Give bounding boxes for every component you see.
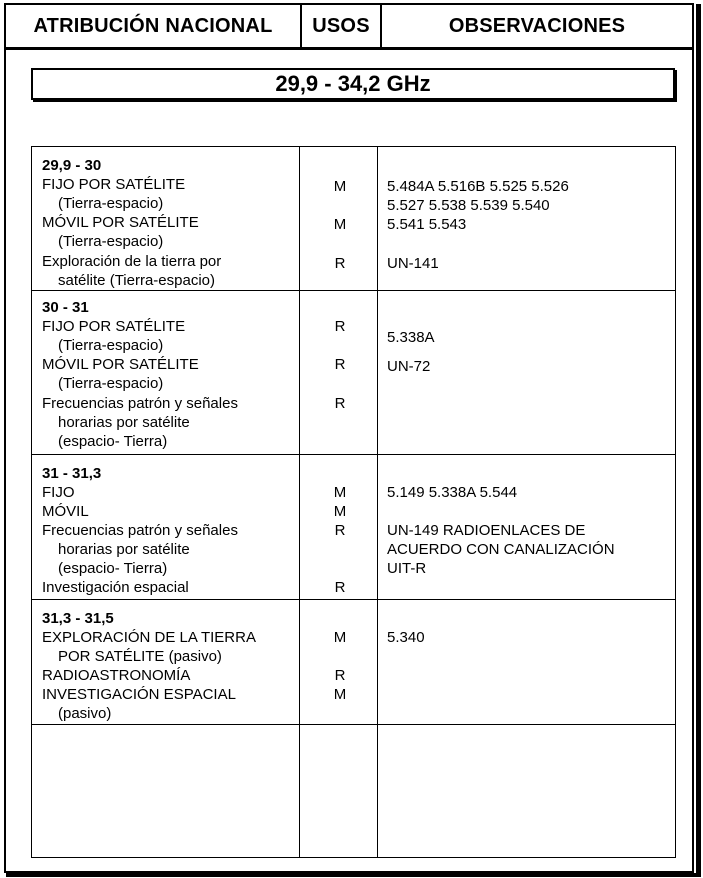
service-line: POR SATÉLITE (pasivo) (58, 648, 222, 665)
service-line: satélite (Tierra-espacio) (58, 272, 215, 289)
header-atribucion-nacional: ATRIBUCIÓN NACIONAL (6, 5, 302, 47)
service-line: (espacio- Tierra) (58, 433, 168, 450)
observation-line: UN-149 RADIOENLACES DE (387, 522, 586, 539)
service-line: (espacio- Tierra) (58, 560, 168, 577)
service-line: (Tierra-espacio) (58, 195, 164, 212)
service-line: horarias por satélite (58, 414, 190, 431)
empty-row (32, 724, 675, 857)
observation-line: UN-141 (387, 255, 439, 272)
observation-line: UN-72 (387, 358, 431, 375)
service-line: EXPLORACIÓN DE LA TIERRA (42, 629, 256, 646)
observation-line: 5.541 5.543 (387, 216, 467, 233)
observation-line: 5.340 (387, 629, 425, 646)
service-line: RADIOASTRONOMÍA (42, 667, 191, 684)
service-line: Investigación espacial (42, 579, 189, 596)
observation-line: 5.527 5.538 5.539 5.540 (387, 197, 550, 214)
use-code: R (334, 522, 346, 539)
service-line: MÓVIL POR SATÉLITE (42, 356, 199, 373)
band-title: 29,9 - 34,2 GHz (31, 68, 675, 100)
use-code: M (333, 484, 347, 501)
service-line: (pasivo) (58, 705, 112, 722)
table-header (6, 5, 692, 50)
use-code: M (333, 216, 347, 233)
row-range: 31,3 - 31,5 (42, 610, 114, 627)
use-code: R (334, 356, 346, 373)
table-row (32, 290, 675, 455)
use-code: R (334, 395, 346, 412)
use-code: R (334, 667, 346, 684)
service-line: (Tierra-espacio) (58, 375, 164, 392)
observation-line: ACUERDO CON CANALIZACIÓN (387, 541, 615, 558)
frame-shadow-right (696, 4, 701, 876)
allocation-table (31, 146, 676, 858)
frame-shadow-bottom (6, 873, 701, 877)
use-code: R (334, 255, 346, 272)
service-line: Frecuencias patrón y señales (42, 522, 238, 539)
service-line: FIJO POR SATÉLITE (42, 176, 186, 193)
service-line: FIJO POR SATÉLITE (42, 318, 186, 335)
table-row (32, 147, 675, 291)
use-code: M (333, 686, 347, 703)
observation-line: 5.149 5.338A 5.544 (387, 484, 518, 501)
header-observaciones: OBSERVACIONES (448, 14, 626, 37)
service-line: horarias por satélite (58, 541, 190, 558)
observation-line: UIT-R (387, 560, 427, 577)
table-row (32, 454, 675, 600)
observation-line: 5.338A (387, 329, 435, 346)
service-line: MÓVIL (42, 503, 89, 520)
row-range: 30 - 31 (42, 299, 89, 316)
service-line: (Tierra-espacio) (58, 337, 164, 354)
use-code: M (333, 629, 347, 646)
service-line: (Tierra-espacio) (58, 233, 164, 250)
use-code: R (334, 579, 346, 596)
service-line: MÓVIL POR SATÉLITE (42, 214, 199, 231)
header-usos: USOS (302, 5, 382, 47)
use-code: M (333, 503, 347, 520)
observation-line: 5.484A 5.516B 5.525 5.526 (387, 178, 569, 195)
table-row (32, 599, 675, 725)
row-range: 31 - 31,3 (42, 465, 102, 482)
service-line: Frecuencias patrón y señales (42, 395, 238, 412)
row-range: 29,9 - 30 (42, 157, 102, 174)
use-code: R (334, 318, 346, 335)
use-code: M (333, 178, 347, 195)
service-line: Exploración de la tierra por (42, 253, 222, 270)
service-line: INVESTIGACIÓN ESPACIAL (42, 686, 236, 703)
service-line: FIJO (42, 484, 75, 501)
